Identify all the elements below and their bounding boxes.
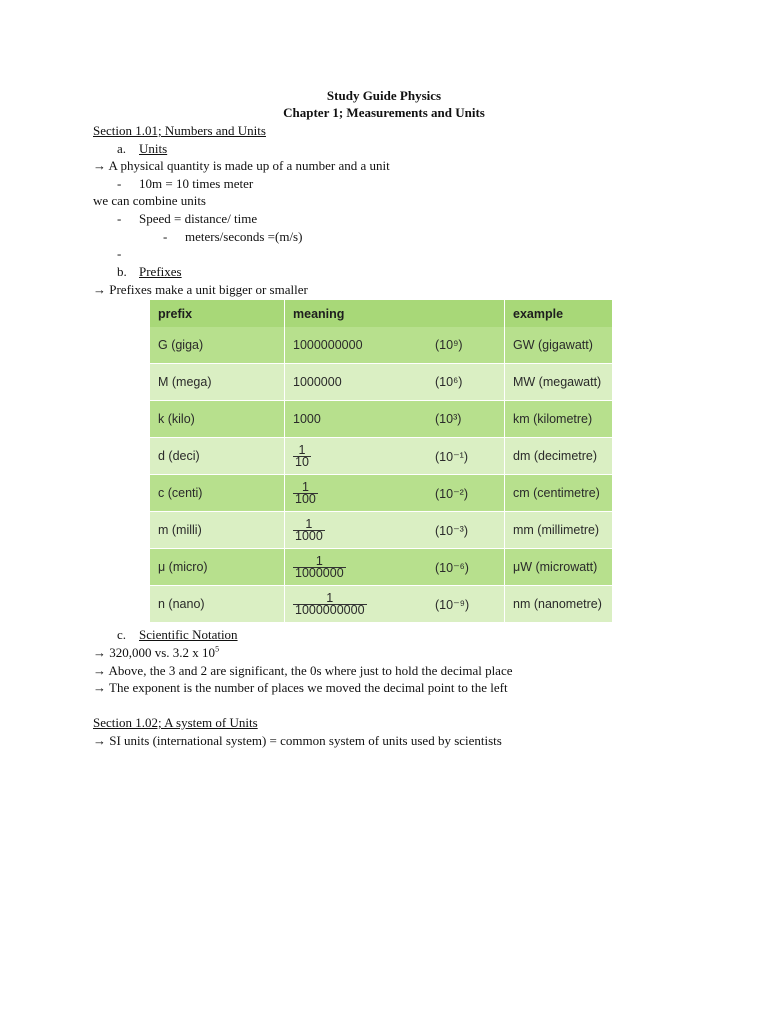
meaning-fraction [293, 553, 346, 580]
example-cell: μW (microwatt) [513, 560, 598, 574]
list-marker-b: b. [117, 264, 127, 279]
section-1-heading: Section 1.01; Numbers and Units [93, 123, 266, 138]
power-of-ten: (10⁶) [435, 375, 463, 389]
prefix-cell: m (milli) [150, 512, 285, 548]
prefix-cell: c (centi) [150, 475, 285, 511]
example-cell: GW (gigawatt) [513, 338, 593, 352]
meaning-cell [285, 475, 505, 511]
example-cell: MW (megawatt) [513, 375, 602, 389]
list-marker-c: c. [117, 627, 127, 642]
meaning-cell [285, 438, 505, 474]
quantity-line: → A physical quantity is made up of a number and a unit [93, 158, 390, 173]
meaning-fraction [293, 516, 325, 543]
fraction-numerator: 1 [301, 479, 309, 494]
significant-line: → Above, the 3 and 2 are significant, the 0s where just to hold the decimal place [93, 663, 513, 678]
prefixes-heading: Prefixes [139, 264, 182, 279]
meaning-cell [285, 364, 505, 400]
dash-marker: - [117, 176, 122, 191]
table-row [150, 438, 612, 474]
document-title: Study Guide Physics [326, 88, 442, 103]
meaning-fraction [293, 590, 367, 617]
example-cell: dm (decimetre) [513, 449, 598, 463]
sci-example-line [93, 645, 219, 661]
table-header-meaning: meaning [285, 300, 505, 327]
meaning-cell [285, 586, 505, 622]
units-heading: Units [139, 141, 168, 156]
meaning-value: 1000 [293, 412, 321, 426]
example-cell: cm (centimetre) [513, 486, 600, 500]
table-row [150, 549, 612, 585]
prefix-cell: M (mega) [150, 364, 285, 400]
si-units-line: → SI units (international system) = common system of units used by scientists [93, 733, 502, 748]
meters-line: meters/seconds =(m/s) [185, 229, 303, 244]
fraction-numerator: 1 [326, 590, 334, 605]
meaning-value: 1000000000 [293, 338, 363, 352]
document-subtitle: Chapter 1; Measurements and Units [283, 105, 485, 120]
speed-line: Speed = distance/ time [139, 211, 258, 226]
table-row [150, 327, 612, 363]
dash-marker: - [163, 229, 168, 244]
prefix-cell: G (giga) [150, 327, 285, 363]
table-header-row [150, 300, 612, 327]
dash-marker: - [117, 246, 122, 261]
example-cell: km (kilometre) [513, 412, 593, 426]
fraction-numerator: 1 [315, 553, 323, 568]
fraction-numerator: 1 [298, 442, 306, 457]
table-header-prefix: prefix [150, 300, 285, 327]
table-row [150, 586, 612, 622]
fraction-denominator: 100 [295, 491, 316, 506]
meaning-cell [285, 549, 505, 585]
prefix-cell: k (kilo) [150, 401, 285, 437]
power-of-ten: (10⁻²) [435, 486, 468, 501]
section-2-heading: Section 1.02; A system of Units [93, 715, 258, 730]
example-line: 10m = 10 times meter [139, 176, 254, 191]
power-of-ten: (10³) [435, 412, 462, 426]
fraction-denominator: 1000000000 [295, 602, 365, 617]
fraction-numerator: 1 [305, 516, 313, 531]
table-row [150, 401, 612, 437]
fraction-denominator: 1000 [295, 528, 323, 543]
exponent-line: → The exponent is the number of places we moved the decimal point to the left [93, 680, 508, 695]
power-of-ten: (10⁻³) [435, 523, 468, 538]
power-of-ten: (10⁻¹) [435, 449, 468, 464]
table-row [150, 364, 612, 400]
power-of-ten: (10⁹) [435, 338, 463, 352]
prefix-cell: d (deci) [150, 438, 285, 474]
power-of-ten: (10⁻⁶) [435, 560, 469, 575]
table-header-example: example [513, 306, 564, 321]
sci-example-exponent: 5 [215, 644, 220, 654]
combine-line: we can combine units [93, 193, 206, 208]
meaning-cell [285, 401, 505, 437]
meaning-value: 1000000 [293, 375, 342, 389]
example-cell: nm (nanometre) [513, 597, 602, 611]
scientific-notation-heading: Scientific Notation [139, 627, 238, 642]
meaning-fraction [293, 442, 311, 469]
prefixes-line: → Prefixes make a unit bigger or smaller [93, 282, 308, 297]
sci-example-text: → 320,000 vs. 3.2 x 10 [93, 645, 216, 660]
table-row [150, 475, 612, 511]
power-of-ten: (10⁻⁹) [435, 597, 470, 612]
table-row [150, 512, 612, 548]
prefix-cell: μ (micro) [150, 549, 285, 585]
fraction-denominator: 1000000 [295, 565, 344, 580]
meaning-cell [285, 327, 505, 363]
meaning-cell [285, 512, 505, 548]
prefix-table [150, 300, 612, 622]
list-marker-a: a. [117, 141, 127, 156]
example-cell: mm (millimetre) [513, 523, 600, 537]
dash-marker: - [117, 211, 122, 226]
meaning-fraction [293, 479, 318, 506]
prefix-cell: n (nano) [150, 586, 285, 622]
fraction-denominator: 10 [295, 454, 309, 469]
